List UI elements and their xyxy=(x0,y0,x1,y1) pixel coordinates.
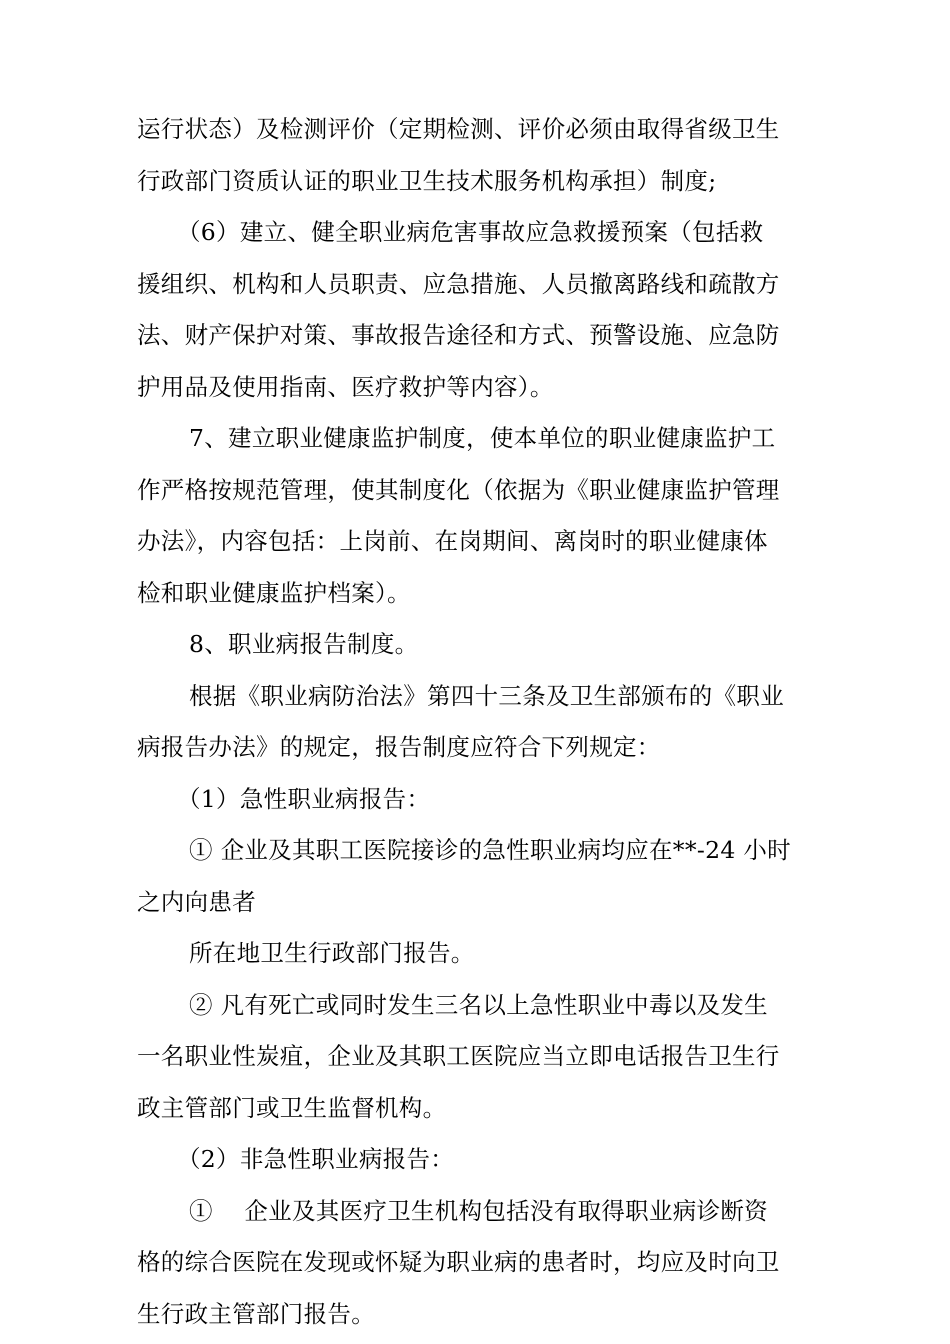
text-line: （1）急性职业病报告： xyxy=(177,784,431,813)
text-line: 检和职业健康监护档案）。 xyxy=(137,578,411,607)
text-line: 7、建立职业健康监护制度，使本单位的职业健康监护工 xyxy=(189,424,776,452)
text-line: ② 凡有死亡或同时发生三名以上急性职业中毒以及发生 xyxy=(189,990,768,1019)
text-line: 作严格按规范管理，使其制度化（依据为《职业健康监护管理 xyxy=(137,475,780,504)
text-line: ① 企业及其职工医院接诊的急性职业病均应在**-24 小时 xyxy=(189,836,791,864)
text-line: 援组织、机构和人员职责、应急措施、人员撤离路线和疏散方 xyxy=(137,269,780,298)
text-line: 护用品及使用指南、医疗救护等内容）。 xyxy=(137,372,554,401)
text-line: 之内向患者 xyxy=(137,887,256,916)
text-line: 根据《职业病防治法》第四十三条及卫生部颁布的《职业 xyxy=(189,681,784,710)
document-page xyxy=(137,104,837,1340)
text-line: （6）建立、健全职业病危害事故应急救援预案（包括救 xyxy=(177,218,764,246)
text-line: 政主管部门或卫生监督机构。 xyxy=(137,1093,447,1122)
text-line: 8、职业病报告制度。 xyxy=(189,630,419,658)
text-line: 行政部门资质认证的职业卫生技术服务机构承担）制度; xyxy=(137,166,717,195)
text-line: 格的综合医院在发现或怀疑为职业病的患者时，均应及时向卫 xyxy=(137,1248,780,1276)
text-line: （2）非急性职业病报告： xyxy=(177,1145,455,1173)
text-line: 一名职业性炭疽，企业及其职工医院应当立即电话报告卫生行 xyxy=(137,1042,780,1070)
text-line: 法、财产保护对策、事故报告途径和方式、预警设施、应急防 xyxy=(137,321,780,349)
text-line: 病报告办法》的规定，报告制度应符合下列规定： xyxy=(137,733,661,761)
text-line: 生行政主管部门报告。 xyxy=(137,1299,375,1328)
text-line: 运行状态）及检测评价（定期检测、评价必须由取得省级卫生 xyxy=(137,115,780,143)
text-line: 所在地卫生行政部门报告。 xyxy=(189,939,475,967)
text-line: 办法》，内容包括：上岗前、在岗期间、离岗时的职业健康体 xyxy=(137,527,768,555)
text-line: ① 企业及其医疗卫生机构包括没有取得职业病诊断资 xyxy=(189,1196,768,1225)
